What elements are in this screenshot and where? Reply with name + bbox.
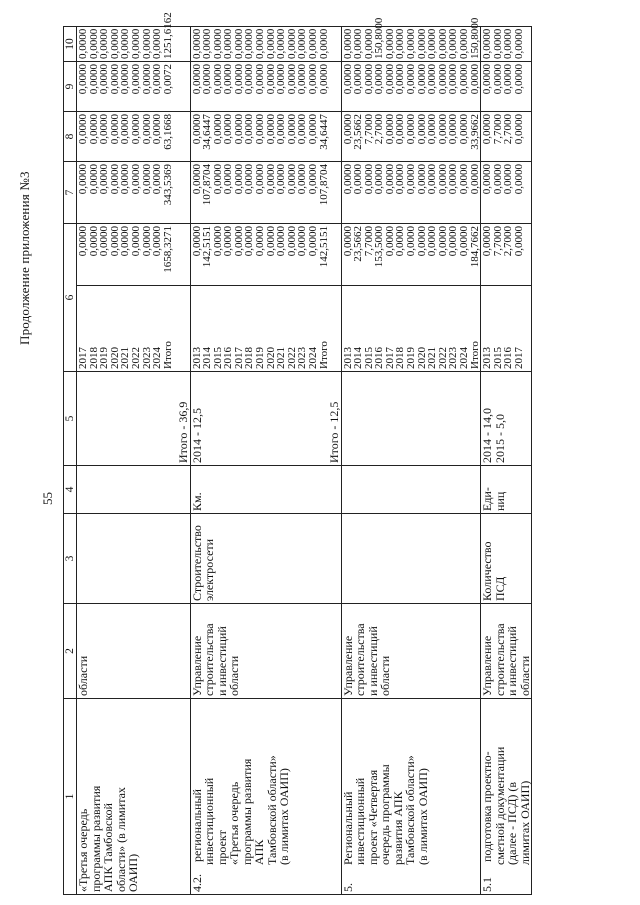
other-cell: 0,0000 0,0000 0,0000 0,0000: [481, 27, 532, 62]
unit-cell: [341, 466, 481, 514]
col-header-9: 9: [64, 62, 77, 112]
years-cell: 2017 2018 2019 2020 2021 2022 2023 2024 Итого: [77, 286, 191, 372]
other-cell: 0,0000 0,0000 0,0000 0,0000 0,0000 0,0000 0,0000 0,0000 1251,6162: [77, 27, 191, 62]
total-cell: 0,0000 7,7000 2,7000 0,0000: [481, 224, 532, 286]
col-header-1: 1: [64, 699, 77, 895]
local-cell: 0,0000 0,0000 0,0000 0,0000 0,0000 0,0000 0,0000 0,0000 0,0072: [77, 62, 191, 112]
other-cell: 0,0000 0,0000 0,0000 150,8000 0,0000 0,0000 0,0000 0,0000 0,0000 0,0000 0,0000 0,0000 150,8000: [341, 27, 481, 62]
federal-cell: 0,0000 0,0000 0,0000 0,0000 0,0000 0,0000 0,0000 0,0000 0,0000 0,0000 0,0000 0,0000 0,0000: [341, 162, 481, 224]
local-cell: 0,0000 0,0000 0,0000 0,0000: [481, 62, 532, 112]
regional-cell: 0,0000 23,5662 7,7000 2,7000 0,0000 0,0000 0,0000 0,0000 0,0000 0,0000 0,0000 0,0000 33,9662: [341, 112, 481, 162]
unit-cell: [77, 466, 191, 514]
regional-cell: 0,0000 7,7000 2,7000 0,0000: [481, 112, 532, 162]
value-cell: 2014 - 12,5 Итого - 12,5: [190, 372, 341, 466]
col-header-5: 5: [64, 372, 77, 466]
indicator-cell: [341, 514, 481, 604]
name-cell: 5. Региональный инвестиционный проект «Четвертая очередь программы развития АПК Тамбовской области» (в лимитах ОАИП): [341, 699, 481, 895]
program-table: [63, 12, 532, 895]
table-row: [341, 27, 481, 895]
total-cell: 0,0000 23,5662 7,7000 153,5000 0,0000 0,0000 0,0000 0,0000 0,0000 0,0000 0,0000 0,0000 184,7662: [341, 224, 481, 286]
years-cell: 2013 2015 2016 2017: [481, 286, 532, 372]
col-header-6: 6: [64, 224, 77, 372]
local-cell: 0,0000 0,0000 0,0000 0,0000 0,0000 0,0000 0,0000 0,0000 0,0000 0,0000 0,0000 0,0000 0,0000: [341, 62, 481, 112]
unit-cell: Еди- ниц: [481, 466, 532, 514]
column-number-row: [64, 27, 77, 895]
col-header-4: 4: [64, 466, 77, 514]
col-header-2: 2: [64, 604, 77, 699]
unit-cell: Км.: [190, 466, 341, 514]
col-header-10: 10: [64, 27, 77, 62]
other-cell: 0,0000 0,0000 0,0000 0,0000 0,0000 0,0000 0,0000 0,0000 0,0000 0,0000 0,0000 0,0000 0,0000: [190, 27, 341, 62]
continuation-label: Продолжение приложения №3: [17, 171, 32, 345]
name-cell: «Третья очередь программы развития АПК Тамбовской области» (в лимитах ОАИП): [77, 699, 191, 895]
indicator-cell: [77, 514, 191, 604]
value-cell: [341, 372, 481, 466]
col-header-7: 7: [64, 162, 77, 224]
executor-cell: Управление строительства и инвестиций области: [341, 604, 481, 699]
regional-cell: 0,0000 34,6447 0,0000 0,0000 0,0000 0,0000 0,0000 0,0000 0,0000 0,0000 0,0000 0,0000 34,6447: [190, 112, 341, 162]
page-number: 55: [40, 492, 55, 505]
table-row: [77, 27, 191, 895]
value-cell: 2014 - 14,0 2015 - 5,0: [481, 372, 532, 466]
total-cell: 0,0000 0,0000 0,0000 0,0000 0,0000 0,0000 0,0000 0,0000 1658,3271: [77, 224, 191, 286]
col-header-3: 3: [64, 514, 77, 604]
executor-cell: Управление строительства и инвестиций области: [190, 604, 341, 699]
federal-cell: 0,0000 0,0000 0,0000 0,0000: [481, 162, 532, 224]
table-row: [481, 27, 532, 895]
executor-cell: области: [77, 604, 191, 699]
name-cell: 4.2. региональный инвестиционный проект «Третья очередь программы развития АПК Тамбовской области» (в лимитах ОАИП): [190, 699, 341, 895]
executor-cell: Управление строительства и инвестиций области: [481, 604, 532, 699]
regional-cell: 0,0000 0,0000 0,0000 0,0000 0,0000 0,0000 0,0000 0,0000 63,1668: [77, 112, 191, 162]
name-cell: 5.1 подготовка проектно- сметной документации (далее - ПСД) (в лимитах ОАИП): [481, 699, 532, 895]
years-cell: 2013 2014 2015 2016 2017 2018 2019 2020 2021 2022 2023 2024 Итого: [341, 286, 481, 372]
indicator-cell: Строительство электросети: [190, 514, 341, 604]
federal-cell: 0,0000 0,0000 0,0000 0,0000 0,0000 0,0000 0,0000 0,0000 343,5369: [77, 162, 191, 224]
indicator-cell: Количество ПСД: [481, 514, 532, 604]
col-header-8: 8: [64, 112, 77, 162]
federal-cell: 0,0000 107,8704 0,0000 0,0000 0,0000 0,0000 0,0000 0,0000 0,0000 0,0000 0,0000 0,0000 107,8704: [190, 162, 341, 224]
local-cell: 0,0000 0,0000 0,0000 0,0000 0,0000 0,0000 0,0000 0,0000 0,0000 0,0000 0,0000 0,0000 0,0000: [190, 62, 341, 112]
years-cell: 2013 2014 2015 2016 2017 2018 2019 2020 2021 2022 2023 2024 Итого: [190, 286, 341, 372]
value-cell: Итого - 36,9: [77, 372, 191, 466]
total-cell: 0,0000 142,5151 0,0000 0,0000 0,0000 0,0000 0,0000 0,0000 0,0000 0,0000 0,0000 0,0000 142,5151: [190, 224, 341, 286]
table-row: [190, 27, 341, 895]
